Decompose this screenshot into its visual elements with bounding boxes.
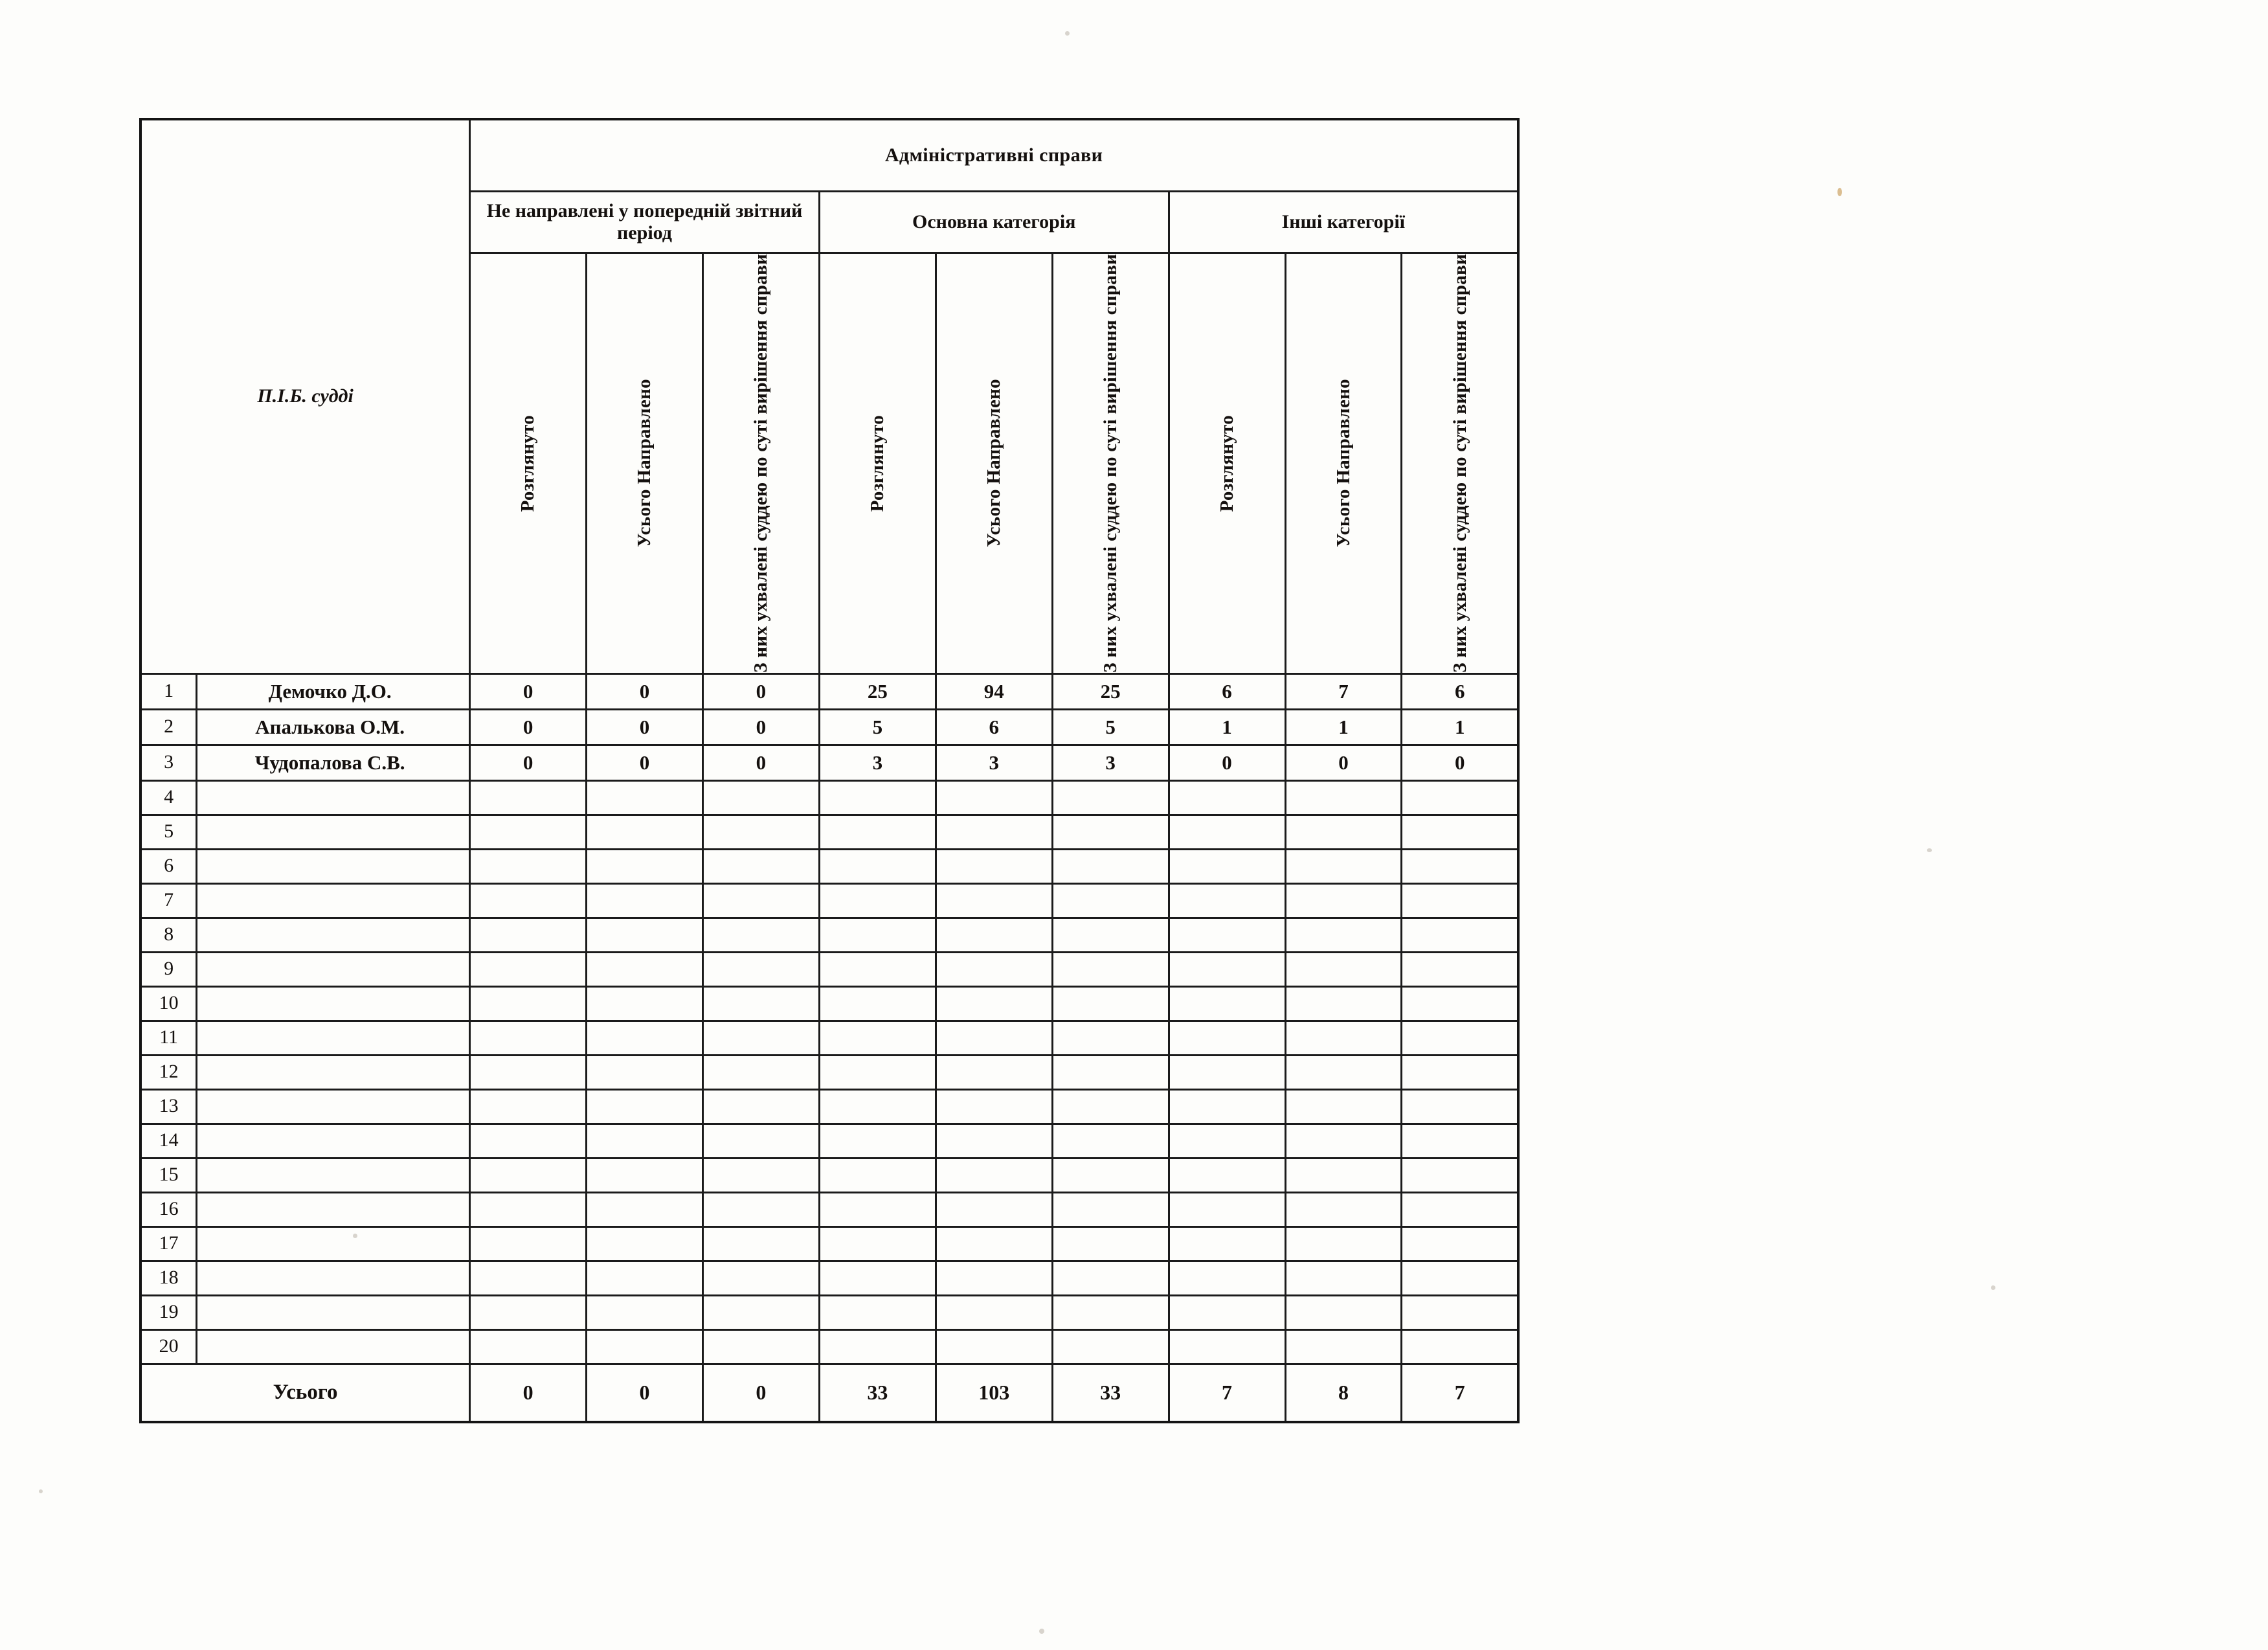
data-cell[interactable]: 25 bbox=[819, 673, 936, 709]
table-row bbox=[140, 883, 1518, 918]
data-cell[interactable] bbox=[936, 1295, 1052, 1329]
row-index: 16 bbox=[140, 1192, 197, 1226]
row-index: 11 bbox=[140, 1021, 197, 1055]
total-cell: 0 bbox=[470, 1364, 587, 1422]
data-cell[interactable] bbox=[1052, 815, 1169, 849]
data-cell[interactable] bbox=[702, 1055, 819, 1089]
data-cell[interactable] bbox=[702, 918, 819, 952]
scan-speck bbox=[1065, 31, 1070, 36]
data-cell[interactable] bbox=[1052, 1124, 1169, 1158]
subheader-total-sent-2: Усього Направлено bbox=[936, 253, 1052, 674]
data-cell[interactable] bbox=[587, 1089, 703, 1124]
data-cell[interactable] bbox=[1285, 1124, 1402, 1158]
data-cell[interactable] bbox=[1402, 1295, 1518, 1329]
data-cell[interactable] bbox=[1169, 1261, 1285, 1295]
data-cell[interactable] bbox=[587, 1055, 703, 1089]
table-row bbox=[140, 918, 1518, 952]
data-cell[interactable] bbox=[1402, 1158, 1518, 1192]
data-cell[interactable] bbox=[470, 952, 587, 986]
total-cell: 8 bbox=[1285, 1364, 1402, 1422]
subheader-total-sent-1: Усього Направлено bbox=[587, 253, 703, 674]
data-cell[interactable] bbox=[470, 1021, 587, 1055]
group-header-not-sent: Не направлені у попередній звітний період bbox=[470, 192, 820, 253]
data-cell[interactable]: 0 bbox=[470, 673, 587, 709]
data-cell[interactable] bbox=[702, 883, 819, 918]
judge-name-cell[interactable] bbox=[197, 1329, 470, 1364]
table-row bbox=[140, 952, 1518, 986]
data-cell[interactable] bbox=[1285, 1329, 1402, 1364]
row-index: 1 bbox=[140, 673, 197, 709]
data-cell[interactable] bbox=[587, 1329, 703, 1364]
data-cell[interactable] bbox=[702, 1021, 819, 1055]
data-cell[interactable] bbox=[702, 1261, 819, 1295]
first-column-header: П.І.Б. судді bbox=[140, 119, 470, 673]
subheader-decided-on-merits-2: З них ухвалені суддею по суті вирішення справи bbox=[1052, 253, 1169, 674]
data-cell[interactable] bbox=[1169, 1021, 1285, 1055]
data-cell[interactable]: 1 bbox=[1402, 709, 1518, 745]
data-cell[interactable] bbox=[936, 1089, 1052, 1124]
data-cell[interactable] bbox=[1285, 815, 1402, 849]
data-cell[interactable] bbox=[470, 1158, 587, 1192]
data-cell[interactable] bbox=[819, 1192, 936, 1226]
data-cell[interactable]: 0 bbox=[1169, 745, 1285, 780]
row-index: 5 bbox=[140, 815, 197, 849]
table-title: Адміністративні справи bbox=[470, 119, 1518, 192]
data-cell[interactable] bbox=[702, 952, 819, 986]
judge-name-cell[interactable] bbox=[197, 1021, 470, 1055]
data-cell[interactable] bbox=[1402, 815, 1518, 849]
row-index: 14 bbox=[140, 1124, 197, 1158]
data-cell[interactable]: 0 bbox=[587, 709, 703, 745]
data-cell[interactable] bbox=[819, 1226, 936, 1261]
administrative-cases-table bbox=[139, 118, 1520, 1423]
data-cell[interactable] bbox=[1402, 1021, 1518, 1055]
data-cell[interactable]: 0 bbox=[587, 745, 703, 780]
data-cell[interactable] bbox=[819, 918, 936, 952]
data-cell[interactable] bbox=[819, 1055, 936, 1089]
data-cell[interactable] bbox=[1285, 1226, 1402, 1261]
data-cell[interactable] bbox=[702, 849, 819, 883]
table-row bbox=[140, 709, 1518, 745]
table-row bbox=[140, 780, 1518, 815]
data-cell[interactable] bbox=[1285, 986, 1402, 1021]
data-cell[interactable] bbox=[1169, 1192, 1285, 1226]
data-cell[interactable] bbox=[1052, 1261, 1169, 1295]
data-cell[interactable] bbox=[1169, 986, 1285, 1021]
scan-speck bbox=[1927, 848, 1932, 852]
data-cell[interactable] bbox=[702, 1089, 819, 1124]
group-header-main-category: Основна категорія bbox=[819, 192, 1169, 253]
data-cell[interactable] bbox=[819, 1021, 936, 1055]
data-cell[interactable]: 5 bbox=[819, 709, 936, 745]
data-cell[interactable] bbox=[936, 986, 1052, 1021]
data-cell[interactable] bbox=[1052, 986, 1169, 1021]
data-cell[interactable]: 0 bbox=[587, 673, 703, 709]
data-cell[interactable] bbox=[1402, 1226, 1518, 1261]
table-row bbox=[140, 1055, 1518, 1089]
data-cell[interactable] bbox=[470, 883, 587, 918]
data-cell[interactable] bbox=[819, 815, 936, 849]
judge-name-cell[interactable] bbox=[197, 1261, 470, 1295]
data-cell[interactable] bbox=[1285, 1295, 1402, 1329]
data-cell[interactable] bbox=[470, 1329, 587, 1364]
table-row bbox=[140, 815, 1518, 849]
data-cell[interactable] bbox=[1285, 883, 1402, 918]
totals-label: Усього bbox=[140, 1364, 470, 1422]
data-cell[interactable] bbox=[470, 1089, 587, 1124]
data-cell[interactable] bbox=[587, 1261, 703, 1295]
data-cell[interactable] bbox=[587, 849, 703, 883]
data-cell[interactable] bbox=[702, 1329, 819, 1364]
data-cell[interactable] bbox=[587, 1295, 703, 1329]
table-row bbox=[140, 986, 1518, 1021]
subheader-considered-3: Розглянуто bbox=[1169, 253, 1285, 674]
data-cell[interactable] bbox=[1169, 1329, 1285, 1364]
data-cell[interactable] bbox=[1402, 1261, 1518, 1295]
table-row bbox=[140, 849, 1518, 883]
judge-name-cell[interactable] bbox=[197, 815, 470, 849]
data-cell[interactable] bbox=[702, 1192, 819, 1226]
subheader-considered-2: Розглянуто bbox=[819, 253, 936, 674]
data-cell[interactable] bbox=[1285, 1055, 1402, 1089]
data-cell[interactable]: 5 bbox=[1052, 709, 1169, 745]
judge-name-cell[interactable] bbox=[197, 1055, 470, 1089]
data-cell[interactable] bbox=[1169, 1226, 1285, 1261]
data-cell[interactable] bbox=[1169, 780, 1285, 815]
data-cell[interactable] bbox=[1052, 1295, 1169, 1329]
table-row bbox=[140, 1329, 1518, 1364]
row-index: 7 bbox=[140, 883, 197, 918]
data-cell[interactable] bbox=[587, 1124, 703, 1158]
data-cell[interactable] bbox=[819, 1261, 936, 1295]
data-cell[interactable]: 6 bbox=[1402, 673, 1518, 709]
data-cell[interactable] bbox=[1402, 1055, 1518, 1089]
scan-speck bbox=[1039, 1629, 1044, 1634]
data-cell[interactable] bbox=[1052, 1329, 1169, 1364]
judge-name-cell[interactable] bbox=[197, 1192, 470, 1226]
judge-name-cell[interactable] bbox=[197, 780, 470, 815]
data-cell[interactable] bbox=[819, 1158, 936, 1192]
data-cell[interactable] bbox=[1285, 780, 1402, 815]
data-cell[interactable] bbox=[936, 1021, 1052, 1055]
total-cell: 7 bbox=[1402, 1364, 1518, 1422]
data-cell[interactable] bbox=[470, 918, 587, 952]
data-cell[interactable]: 0 bbox=[702, 709, 819, 745]
data-cell[interactable] bbox=[587, 1192, 703, 1226]
row-index: 6 bbox=[140, 849, 197, 883]
data-cell[interactable] bbox=[1402, 849, 1518, 883]
data-cell[interactable] bbox=[1169, 1158, 1285, 1192]
data-cell[interactable] bbox=[1285, 918, 1402, 952]
data-cell[interactable] bbox=[1402, 780, 1518, 815]
data-cell[interactable] bbox=[936, 883, 1052, 918]
table-row bbox=[140, 673, 1518, 709]
data-cell[interactable] bbox=[936, 1261, 1052, 1295]
table-footer bbox=[140, 1364, 1518, 1422]
judge-name-cell[interactable]: Демочко Д.О. bbox=[197, 673, 470, 709]
data-cell[interactable]: 25 bbox=[1052, 673, 1169, 709]
total-cell: 7 bbox=[1169, 1364, 1285, 1422]
report-table-container bbox=[139, 118, 1520, 1423]
data-cell[interactable] bbox=[1052, 1226, 1169, 1261]
data-cell[interactable] bbox=[1169, 952, 1285, 986]
data-cell[interactable] bbox=[1169, 849, 1285, 883]
judge-name-cell[interactable]: Чудопалова С.В. bbox=[197, 745, 470, 780]
data-cell[interactable] bbox=[1285, 1021, 1402, 1055]
data-cell[interactable] bbox=[936, 952, 1052, 986]
table-row bbox=[140, 1192, 1518, 1226]
data-cell[interactable]: 3 bbox=[1052, 745, 1169, 780]
row-index: 20 bbox=[140, 1329, 197, 1364]
judge-name-cell[interactable]: Апалькова О.М. bbox=[197, 709, 470, 745]
data-cell[interactable] bbox=[1402, 918, 1518, 952]
data-cell[interactable] bbox=[936, 1158, 1052, 1192]
data-cell[interactable] bbox=[1285, 952, 1402, 986]
data-cell[interactable] bbox=[470, 1226, 587, 1261]
data-cell[interactable]: 0 bbox=[702, 745, 819, 780]
data-cell[interactable]: 0 bbox=[470, 745, 587, 780]
data-cell[interactable] bbox=[702, 1158, 819, 1192]
data-cell[interactable] bbox=[1052, 918, 1169, 952]
data-cell[interactable]: 6 bbox=[936, 709, 1052, 745]
data-cell[interactable] bbox=[1402, 952, 1518, 986]
data-cell[interactable] bbox=[819, 952, 936, 986]
data-cell[interactable]: 94 bbox=[936, 673, 1052, 709]
row-index: 19 bbox=[140, 1295, 197, 1329]
data-cell[interactable] bbox=[470, 780, 587, 815]
data-cell[interactable] bbox=[470, 1055, 587, 1089]
total-cell: 103 bbox=[936, 1364, 1052, 1422]
row-index: 2 bbox=[140, 709, 197, 745]
data-cell[interactable] bbox=[1052, 952, 1169, 986]
data-cell[interactable] bbox=[587, 780, 703, 815]
data-cell[interactable] bbox=[1169, 883, 1285, 918]
data-cell[interactable] bbox=[1285, 1261, 1402, 1295]
data-cell[interactable] bbox=[1285, 1089, 1402, 1124]
data-cell[interactable] bbox=[1169, 1089, 1285, 1124]
data-cell[interactable] bbox=[819, 883, 936, 918]
table-row bbox=[140, 1295, 1518, 1329]
judge-name-cell[interactable] bbox=[197, 849, 470, 883]
judge-name-cell[interactable] bbox=[197, 986, 470, 1021]
data-cell[interactable] bbox=[1052, 1021, 1169, 1055]
table-header bbox=[140, 119, 1518, 673]
data-cell[interactable] bbox=[1169, 918, 1285, 952]
data-cell[interactable]: 6 bbox=[1169, 673, 1285, 709]
data-cell[interactable] bbox=[936, 849, 1052, 883]
row-index: 18 bbox=[140, 1261, 197, 1295]
totals-row bbox=[140, 1364, 1518, 1422]
judge-name-cell[interactable] bbox=[197, 883, 470, 918]
total-cell: 0 bbox=[702, 1364, 819, 1422]
table-row bbox=[140, 745, 1518, 780]
data-cell[interactable]: 7 bbox=[1285, 673, 1402, 709]
data-cell[interactable] bbox=[936, 1226, 1052, 1261]
data-cell[interactable] bbox=[936, 1124, 1052, 1158]
data-cell[interactable] bbox=[819, 1089, 936, 1124]
data-cell[interactable] bbox=[819, 1124, 936, 1158]
data-cell[interactable] bbox=[470, 815, 587, 849]
data-cell[interactable] bbox=[1052, 1158, 1169, 1192]
row-index: 12 bbox=[140, 1055, 197, 1089]
data-cell[interactable] bbox=[936, 1055, 1052, 1089]
data-cell[interactable] bbox=[936, 815, 1052, 849]
data-cell[interactable] bbox=[470, 986, 587, 1021]
table-row bbox=[140, 1158, 1518, 1192]
data-cell[interactable] bbox=[1402, 986, 1518, 1021]
data-cell[interactable] bbox=[1169, 1124, 1285, 1158]
data-cell[interactable] bbox=[470, 1295, 587, 1329]
data-cell[interactable]: 0 bbox=[702, 673, 819, 709]
table-row bbox=[140, 1226, 1518, 1261]
judge-name-cell[interactable] bbox=[197, 918, 470, 952]
total-cell: 33 bbox=[1052, 1364, 1169, 1422]
data-cell[interactable] bbox=[587, 1226, 703, 1261]
data-cell[interactable] bbox=[1169, 815, 1285, 849]
row-index: 17 bbox=[140, 1226, 197, 1261]
data-cell[interactable]: 3 bbox=[819, 745, 936, 780]
data-cell[interactable] bbox=[1052, 883, 1169, 918]
table-body bbox=[140, 673, 1518, 1364]
subheader-decided-on-merits-1: З них ухвалені суддею по суті вирішення справи bbox=[702, 253, 819, 674]
judge-name-cell[interactable] bbox=[197, 1158, 470, 1192]
judge-name-cell[interactable] bbox=[197, 1226, 470, 1261]
data-cell[interactable] bbox=[587, 1158, 703, 1192]
data-cell[interactable] bbox=[819, 849, 936, 883]
total-cell: 0 bbox=[587, 1364, 703, 1422]
header-row-title bbox=[140, 119, 1518, 192]
data-cell[interactable] bbox=[702, 986, 819, 1021]
data-cell[interactable] bbox=[936, 918, 1052, 952]
data-cell[interactable] bbox=[1402, 1329, 1518, 1364]
data-cell[interactable] bbox=[587, 815, 703, 849]
data-cell[interactable] bbox=[936, 1329, 1052, 1364]
data-cell[interactable]: 1 bbox=[1169, 709, 1285, 745]
data-cell[interactable] bbox=[587, 918, 703, 952]
judge-name-cell[interactable] bbox=[197, 1295, 470, 1329]
data-cell[interactable] bbox=[1169, 1295, 1285, 1329]
row-index: 10 bbox=[140, 986, 197, 1021]
data-cell[interactable] bbox=[1285, 849, 1402, 883]
data-cell[interactable] bbox=[470, 1124, 587, 1158]
data-cell[interactable] bbox=[587, 883, 703, 918]
row-index: 8 bbox=[140, 918, 197, 952]
data-cell[interactable] bbox=[702, 815, 819, 849]
data-cell[interactable] bbox=[702, 1226, 819, 1261]
data-cell[interactable]: 1 bbox=[1285, 709, 1402, 745]
data-cell[interactable]: 0 bbox=[470, 709, 587, 745]
data-cell[interactable] bbox=[1052, 780, 1169, 815]
table-row bbox=[140, 1021, 1518, 1055]
table-row bbox=[140, 1261, 1518, 1295]
subheader-total-sent-3: Усього Направлено bbox=[1285, 253, 1402, 674]
data-cell[interactable] bbox=[819, 1295, 936, 1329]
row-index: 3 bbox=[140, 745, 197, 780]
row-index: 4 bbox=[140, 780, 197, 815]
row-index: 13 bbox=[140, 1089, 197, 1124]
data-cell[interactable]: 3 bbox=[936, 745, 1052, 780]
subheader-considered-1: Розглянуто bbox=[470, 253, 587, 674]
row-index: 15 bbox=[140, 1158, 197, 1192]
judge-name-cell[interactable] bbox=[197, 1124, 470, 1158]
data-cell[interactable] bbox=[1052, 1192, 1169, 1226]
group-header-other-categories: Інші категорії bbox=[1169, 192, 1518, 253]
data-cell[interactable] bbox=[702, 1295, 819, 1329]
judge-name-cell[interactable] bbox=[197, 1089, 470, 1124]
scan-speck bbox=[1991, 1285, 1995, 1290]
data-cell[interactable] bbox=[819, 986, 936, 1021]
data-cell[interactable] bbox=[1402, 1124, 1518, 1158]
total-cell: 33 bbox=[819, 1364, 936, 1422]
data-cell[interactable] bbox=[470, 1261, 587, 1295]
data-cell[interactable] bbox=[819, 780, 936, 815]
data-cell[interactable]: 0 bbox=[1285, 745, 1402, 780]
scan-speck bbox=[39, 1489, 43, 1493]
subheader-decided-on-merits-3: З них ухвалені суддею по суті вирішення справи bbox=[1402, 253, 1518, 674]
data-cell[interactable] bbox=[1402, 1089, 1518, 1124]
data-cell[interactable] bbox=[936, 1192, 1052, 1226]
data-cell[interactable] bbox=[587, 1021, 703, 1055]
data-cell[interactable] bbox=[587, 952, 703, 986]
data-cell[interactable] bbox=[936, 780, 1052, 815]
data-cell[interactable] bbox=[819, 1329, 936, 1364]
data-cell[interactable] bbox=[1402, 883, 1518, 918]
data-cell[interactable] bbox=[1285, 1192, 1402, 1226]
data-cell[interactable] bbox=[1169, 1055, 1285, 1089]
scan-speck bbox=[1837, 188, 1842, 196]
judge-name-cell[interactable] bbox=[197, 952, 470, 986]
table-row bbox=[140, 1124, 1518, 1158]
data-cell[interactable] bbox=[702, 780, 819, 815]
data-cell[interactable] bbox=[702, 1124, 819, 1158]
data-cell[interactable] bbox=[1052, 1089, 1169, 1124]
data-cell[interactable] bbox=[1052, 1055, 1169, 1089]
data-cell[interactable] bbox=[1402, 1192, 1518, 1226]
data-cell[interactable] bbox=[1052, 849, 1169, 883]
data-cell[interactable]: 0 bbox=[1402, 745, 1518, 780]
data-cell[interactable] bbox=[470, 1192, 587, 1226]
data-cell[interactable] bbox=[1285, 1158, 1402, 1192]
table-row bbox=[140, 1089, 1518, 1124]
data-cell[interactable] bbox=[470, 849, 587, 883]
data-cell[interactable] bbox=[587, 986, 703, 1021]
row-index: 9 bbox=[140, 952, 197, 986]
